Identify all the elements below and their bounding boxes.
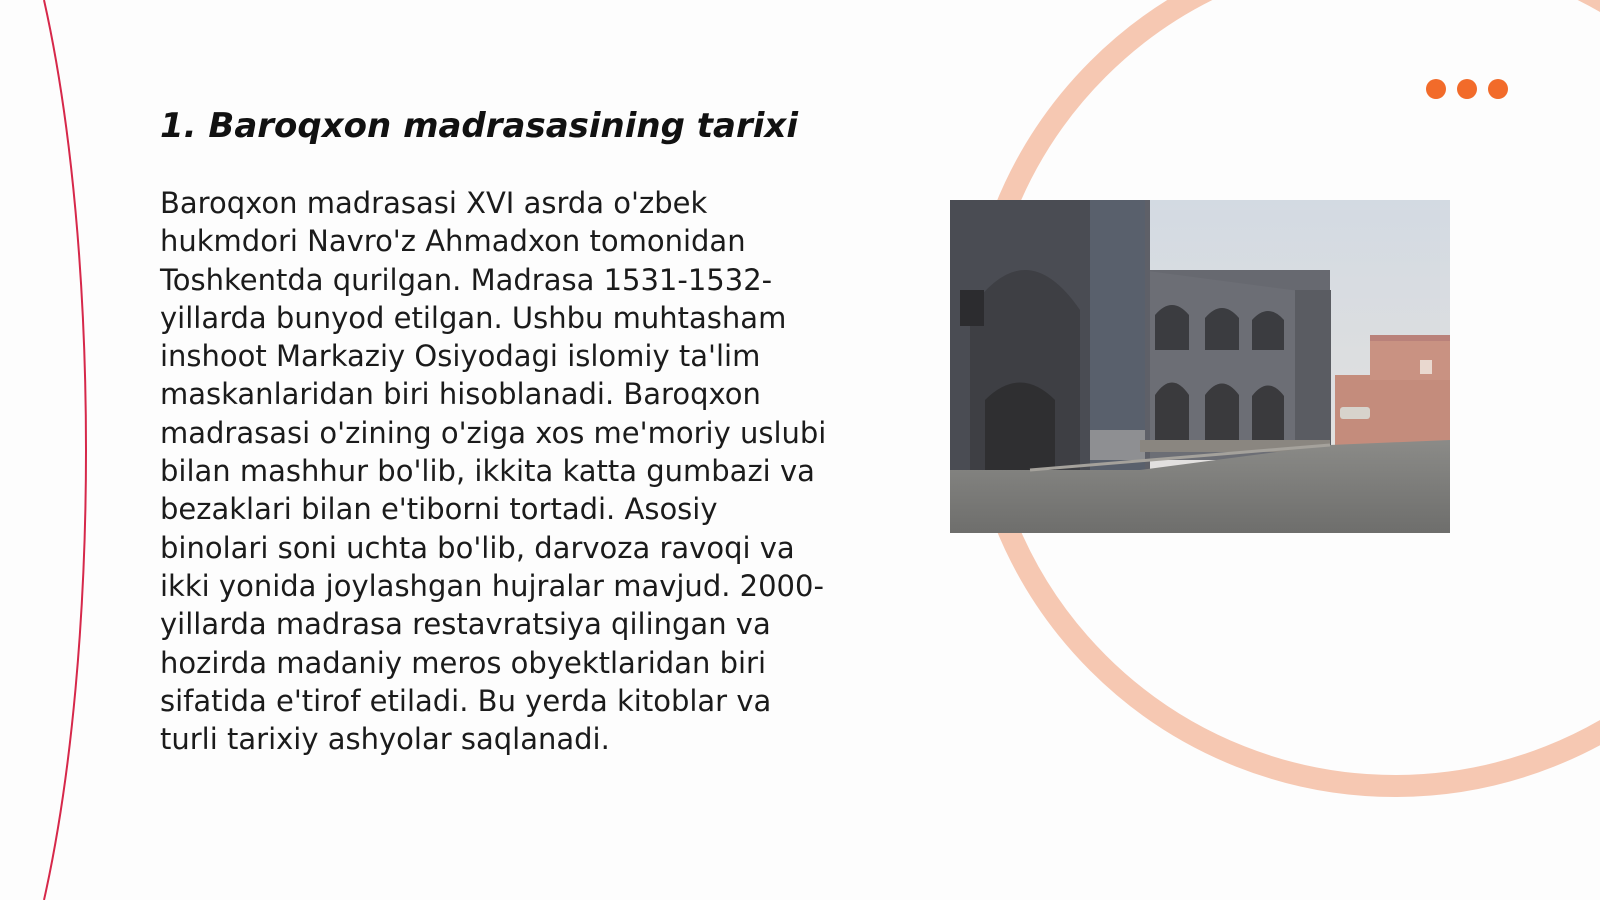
dot-icon [1488, 79, 1508, 99]
slide-body-text: Baroqxon madrasasi XVI asrda o'zbek hukmdori Navro'z Ahmadxon tomonidan Toshkentda qurilgan. Madrasa 1531-1532-yillarda bunyod etilgan. Ushbu muhtasham inshoot Markaziy Osiyodagi islomiy ta'lim maskanlaridan biri hisoblanadi. Baroqxon madrasasi o'zining o'ziga xos me'moriy uslubi bilan mashhur bo'lib, ikkita katta gumbazi va bezaklari bilan e'tiborni tortadi. Asosiy binolari soni uchta bo'lib, darvoza ravoqi va ikki yonida joylashgan hujralar mavjud. 2000-yillarda madrasa restavratsiya qilingan va hozirda madaniy meros obyektlaridan biri sifatida e'tirof etiladi. Bu yerda kitoblar va turli tarixiy ashyolar saqlanadi. [160, 186, 827, 757]
madrasa-photo [950, 200, 1450, 533]
dot-icon [1426, 79, 1446, 99]
dots-decoration [1426, 79, 1508, 99]
left-curve-line [44, 0, 86, 900]
madrasa-photo-illustration [950, 200, 1450, 533]
dot-icon [1457, 79, 1477, 99]
slide-title: 1. Baroqxon madrasasining tarixi [160, 106, 798, 146]
